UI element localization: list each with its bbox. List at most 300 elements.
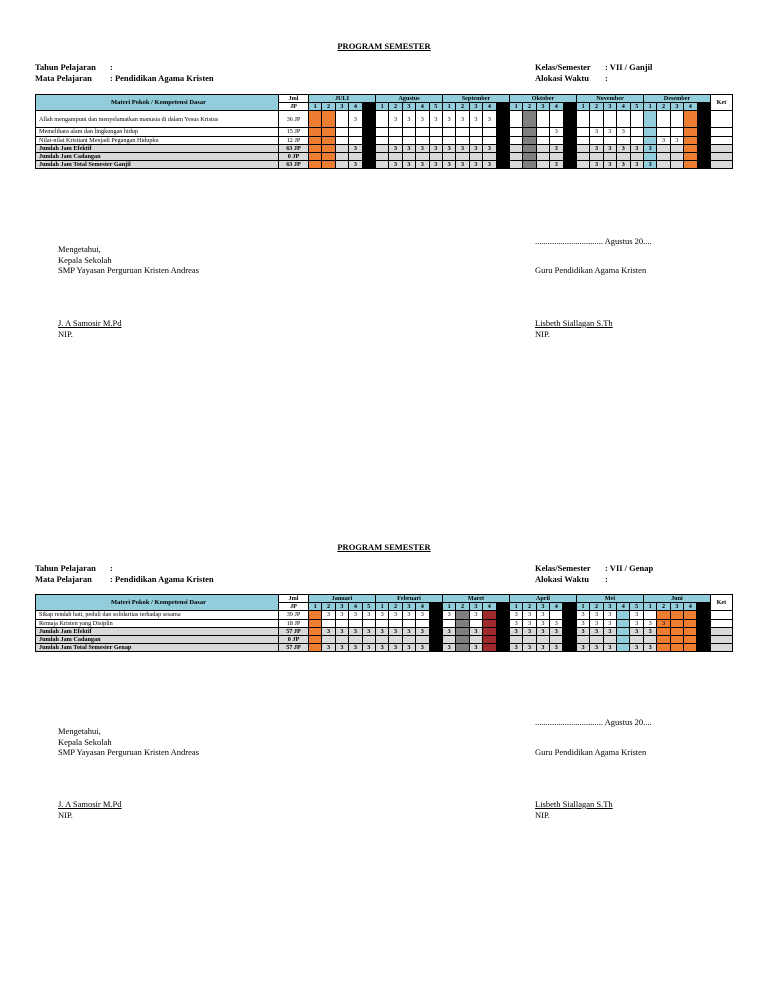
week-cell [349,635,362,643]
week-cell [536,635,549,643]
week-cell: 3 [523,644,536,652]
month-header: Januari [309,595,376,603]
week-number: 2 [590,103,603,111]
week-cell [509,111,522,128]
week-cell [389,635,402,643]
week-cell [670,619,683,627]
week-number: 2 [657,103,670,111]
week-cell [456,136,469,144]
week-cell [375,161,388,169]
week-number: 3 [670,103,683,111]
jp-cell: 57 JP [279,627,309,635]
week-cell: 3 [643,627,656,635]
week-cell: 3 [375,627,388,635]
month-header: Agustus [375,95,442,103]
week-cell: 3 [550,144,563,152]
week-cell [456,619,469,627]
week-cell [697,111,710,128]
week-cell [576,111,589,128]
week-cell [590,136,603,144]
kelas-semester: Kelas/Semester : VII / Genap [535,563,654,573]
week-cell: 3 [617,128,630,136]
week-cell: 3 [590,619,603,627]
week-cell [617,152,630,160]
exam-week [429,603,442,611]
week-cell: 3 [443,161,456,169]
week-number: 5 [630,103,643,111]
week-cell [563,619,576,627]
week-cell: 3 [509,619,522,627]
jp-cell: 0 JP [279,152,309,160]
week-cell: 3 [590,128,603,136]
week-cell: 3 [603,144,616,152]
page-title: PROGRAM SEMESTER [337,542,431,552]
week-cell [335,152,348,160]
week-cell: 3 [603,627,616,635]
week-cell: 3 [590,161,603,169]
week-number: 2 [523,103,536,111]
week-number: 3 [603,103,616,111]
week-cell: 3 [590,144,603,152]
week-cell: 3 [523,611,536,619]
week-cell [684,152,697,160]
week-cell [322,152,335,160]
week-cell: 3 [349,611,362,619]
week-number: 4 [617,603,630,611]
week-cell [429,136,442,144]
week-number: 3 [335,603,348,611]
week-number: 4 [349,603,362,611]
ket-cell [710,128,732,136]
week-cell: 3 [523,627,536,635]
week-cell [309,136,322,144]
week-cell: 3 [402,111,415,128]
exam-week [496,103,509,111]
week-cell [362,144,375,152]
week-cell: 3 [590,644,603,652]
week-cell [590,635,603,643]
week-cell [456,128,469,136]
week-cell [362,136,375,144]
week-number: 1 [576,103,589,111]
week-cell: 3 [550,128,563,136]
week-cell [590,111,603,128]
week-number: 3 [469,603,482,611]
table-row [36,635,733,643]
week-cell [536,144,549,152]
month-header: April [509,595,576,603]
month-header: Oktober [509,95,576,103]
week-cell [630,111,643,128]
week-cell [617,611,630,619]
week-cell [416,128,429,136]
week-cell: 3 [349,144,362,152]
table-row [36,144,733,152]
week-cell [603,111,616,128]
jp-cell: 63 JP [279,144,309,152]
week-cell: 3 [442,627,455,635]
week-cell [442,619,455,627]
table-row [36,111,733,128]
week-cell [496,635,509,643]
week-number: 2 [322,603,335,611]
week-cell [643,111,656,128]
jp-cell: 0 JP [279,635,309,643]
week-cell: 3 [389,144,402,152]
week-cell [630,128,643,136]
week-cell [509,161,522,169]
week-number: 3 [536,603,549,611]
week-number: 3 [335,103,348,111]
week-number: 2 [657,603,670,611]
week-cell [322,161,335,169]
week-cell [496,136,509,144]
week-cell [496,611,509,619]
alokasi-waktu: Alokasi Waktu : [535,73,608,83]
week-cell [697,128,710,136]
date-line: ................................ Agustus 20.... [535,236,652,246]
week-cell: 3 [509,611,522,619]
week-number: 1 [509,603,522,611]
week-number: 5 [630,603,643,611]
week-cell [697,152,710,160]
table-row [36,128,733,136]
week-cell [483,611,496,619]
week-cell: 3 [389,161,402,169]
week-cell [375,152,388,160]
week-cell: 3 [429,144,442,152]
week-cell [657,644,670,652]
table-row [36,611,733,619]
week-number: 4 [550,603,563,611]
week-cell [563,152,576,160]
week-cell [456,635,469,643]
week-cell: 3 [389,611,402,619]
week-cell [536,152,549,160]
week-number: 3 [536,103,549,111]
week-cell [469,136,482,144]
week-cell: 3 [643,619,656,627]
week-cell [335,619,348,627]
week-cell: 3 [536,619,549,627]
week-cell [456,644,469,652]
tahun-pelajaran: Tahun Pelajaran : [35,563,113,573]
table-row [36,136,733,144]
week-cell: 3 [630,144,643,152]
jp-cell: 15 JP [279,128,309,136]
exam-week [362,103,375,111]
week-cell [389,619,402,627]
week-cell: 3 [643,644,656,652]
week-cell [322,128,335,136]
week-cell [684,136,697,144]
week-cell [697,161,710,169]
week-cell: 3 [483,144,496,152]
week-number: 1 [643,103,656,111]
week-cell [523,144,536,152]
week-cell [697,619,710,627]
week-number: 1 [375,103,388,111]
week-cell: 3 [349,161,362,169]
week-cell: 3 [469,611,482,619]
col-jp: JP [279,103,309,111]
col-jml: Jml [279,595,309,603]
ket-cell [710,152,732,160]
week-cell [657,611,670,619]
week-cell: 3 [335,611,348,619]
week-cell: 3 [416,111,429,128]
week-cell [670,152,683,160]
jp-cell: 36 JP [279,111,309,128]
week-cell [362,111,375,128]
week-cell [496,627,509,635]
week-cell [617,111,630,128]
week-cell: 3 [416,611,429,619]
week-cell [416,619,429,627]
kepsek-signature: J. A Samosir M.Pd NIP. [58,799,122,820]
week-number: 4 [349,103,362,111]
week-cell [697,144,710,152]
week-cell [536,111,549,128]
materi-cell: Allah mengampuni dan menyelamatkan manusia di dalam Yesus Kristus [36,111,279,128]
week-cell [603,152,616,160]
week-cell [483,128,496,136]
week-cell: 3 [536,611,549,619]
week-number: 3 [402,603,415,611]
week-number: 3 [670,603,683,611]
week-cell [375,136,388,144]
ket-cell [710,644,732,652]
week-cell [536,128,549,136]
week-cell [670,128,683,136]
week-cell [617,136,630,144]
signature-right: Guru Pendidikan Agama Kristen [535,747,647,757]
week-cell [617,627,630,635]
week-cell [496,144,509,152]
materi-cell: Jumlah Jam Efektif [36,144,279,152]
week-cell [563,128,576,136]
week-number: 2 [322,103,335,111]
week-cell [697,611,710,619]
week-cell: 3 [483,111,496,128]
materi-cell: Jumlah Jam Cadangan [36,152,279,160]
week-cell [309,161,322,169]
week-number: 1 [576,603,589,611]
guru-signature: Lisbeth Siallagan S.Th NIP. [535,799,613,820]
week-cell: 3 [416,161,429,169]
week-cell [349,136,362,144]
jp-cell: 18 JP [279,619,309,627]
week-cell: 3 [469,644,482,652]
week-cell [509,136,522,144]
week-cell [523,111,536,128]
week-cell [362,619,375,627]
week-number: 2 [456,603,469,611]
week-cell [335,635,348,643]
week-cell [563,144,576,152]
week-cell: 3 [509,644,522,652]
week-cell [429,635,442,643]
week-cell [349,619,362,627]
week-cell [657,635,670,643]
week-cell: 3 [590,611,603,619]
week-cell: 3 [402,144,415,152]
week-cell [416,136,429,144]
week-cell: 3 [630,161,643,169]
week-cell [630,136,643,144]
week-cell [509,144,522,152]
table-row [36,644,733,652]
col-jml: Jml [279,95,309,103]
week-cell: 3 [349,627,362,635]
week-cell [643,611,656,619]
ket-cell [710,611,732,619]
week-cell [617,635,630,643]
ket-cell [710,161,732,169]
week-cell: 3 [429,111,442,128]
week-cell: 3 [550,161,563,169]
jp-cell: 39 JP [279,611,309,619]
week-cell [684,611,697,619]
week-cell [684,161,697,169]
week-cell [684,627,697,635]
week-cell [443,128,456,136]
date-line: ................................ Agustus 20.... [535,717,652,727]
week-cell [684,619,697,627]
week-cell [657,161,670,169]
week-cell [643,152,656,160]
week-cell [576,144,589,152]
week-cell: 3 [576,611,589,619]
week-cell [456,152,469,160]
week-cell [309,627,322,635]
jp-cell: 12 JP [279,136,309,144]
week-cell: 3 [416,144,429,152]
week-cell [643,136,656,144]
week-cell [375,144,388,152]
week-cell [349,152,362,160]
ket-cell [710,136,732,144]
tahun-pelajaran: Tahun Pelajaran : [35,62,113,72]
week-cell [483,152,496,160]
week-cell: 3 [657,136,670,144]
week-cell [563,635,576,643]
week-cell [509,635,522,643]
exam-week [496,603,509,611]
jp-cell: 57 JP [279,644,309,652]
week-cell [523,152,536,160]
semester-table-genap [35,594,733,652]
week-cell [563,644,576,652]
week-cell [429,152,442,160]
week-cell [550,635,563,643]
week-cell: 3 [550,644,563,652]
ket-cell [710,627,732,635]
week-number: 2 [389,103,402,111]
signature-left: Mengetahui, Kepala Sekolah SMP Yayasan Perguruan Kristen Andreas [58,244,199,275]
week-cell: 3 [469,161,482,169]
month-header: Mei [576,595,643,603]
semester-table-ganjil [35,94,733,169]
week-cell [375,635,388,643]
week-cell [402,619,415,627]
week-cell [335,161,348,169]
week-cell [670,111,683,128]
week-cell [335,144,348,152]
signature-right: Guru Pendidikan Agama Kristen [535,265,647,275]
materi-cell: Sikap rendah hati, peduli dan solidaritas terhadap sesama [36,611,279,619]
week-cell [550,136,563,144]
week-number: 4 [550,103,563,111]
week-cell [630,635,643,643]
week-cell [630,152,643,160]
week-cell [657,128,670,136]
week-cell: 3 [335,644,348,652]
week-cell [550,611,563,619]
week-cell [429,644,442,652]
week-cell [349,128,362,136]
week-cell [697,635,710,643]
week-cell [603,635,616,643]
week-cell: 3 [389,644,402,652]
week-cell [670,611,683,619]
week-cell [456,627,469,635]
week-cell [322,111,335,128]
signature-left: Mengetahui, Kepala Sekolah SMP Yayasan Perguruan Kristen Andreas [58,726,199,757]
week-cell [670,644,683,652]
col-ket: Ket [710,595,732,611]
exam-week [697,603,710,611]
week-cell: 3 [469,111,482,128]
week-cell [523,635,536,643]
week-cell [684,644,697,652]
materi-cell: Jumlah Jam Efektif [36,627,279,635]
week-cell: 3 [550,627,563,635]
week-number: 1 [375,603,388,611]
week-cell [322,619,335,627]
week-cell: 3 [362,627,375,635]
week-cell [536,161,549,169]
week-cell [496,161,509,169]
exam-week [697,103,710,111]
exam-week [563,603,576,611]
week-cell [309,644,322,652]
week-cell [617,644,630,652]
week-cell: 3 [402,161,415,169]
week-number: 1 [442,603,455,611]
week-cell: 3 [443,111,456,128]
table-row [36,152,733,160]
week-number: 4 [684,103,697,111]
week-cell [483,619,496,627]
ket-cell [710,619,732,627]
month-header: Desember [643,95,710,103]
week-cell [309,152,322,160]
week-cell [375,111,388,128]
week-cell [402,136,415,144]
week-cell [670,627,683,635]
materi-cell: Nilai-nilai Kristiani Menjadi Pegangan Hidupku [36,136,279,144]
week-cell [389,128,402,136]
col-ket: Ket [710,95,732,111]
week-cell [523,136,536,144]
week-cell: 3 [375,644,388,652]
week-cell: 3 [603,644,616,652]
week-cell [563,161,576,169]
week-cell: 3 [643,161,656,169]
week-cell: 3 [603,161,616,169]
week-cell [456,611,469,619]
